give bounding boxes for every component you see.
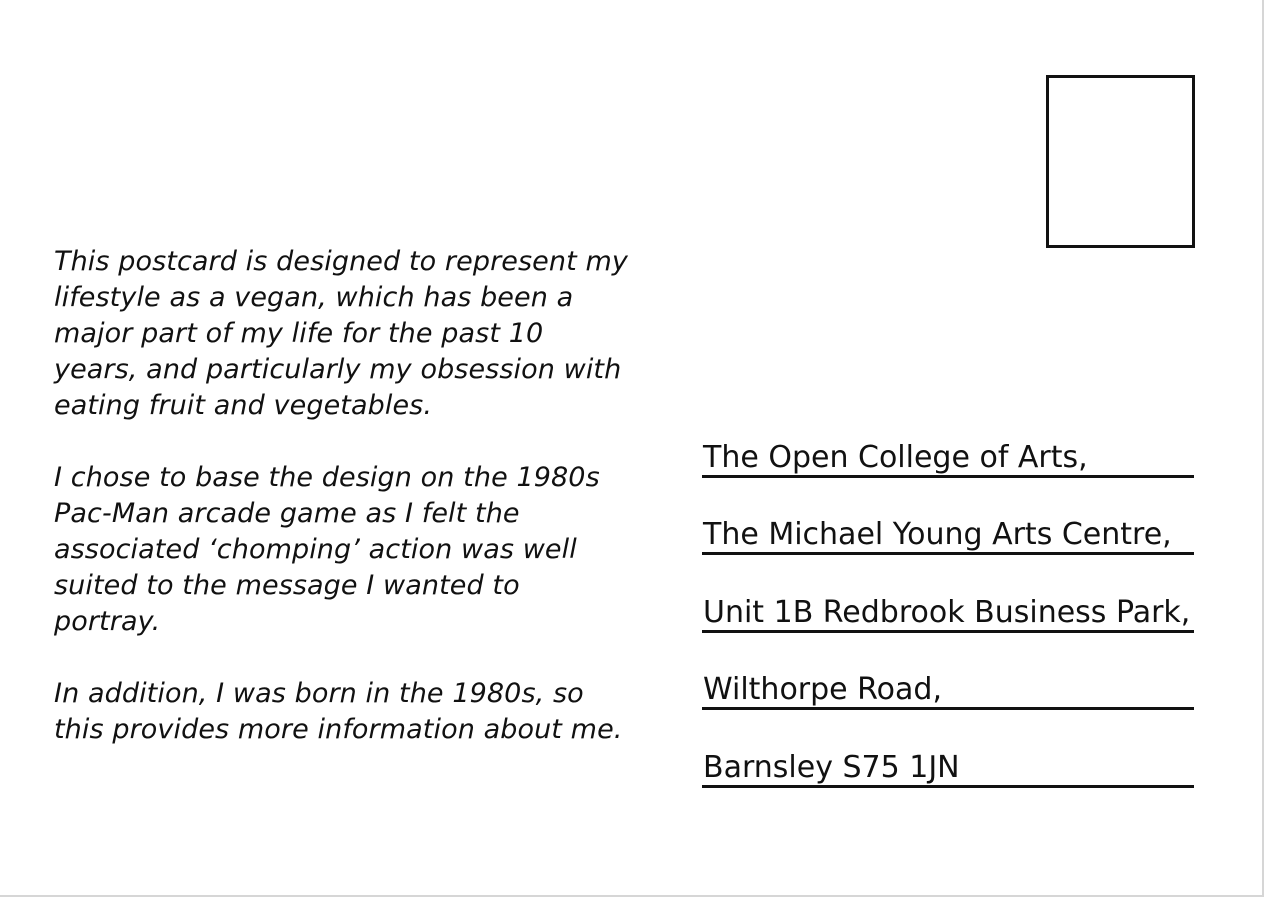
address-line [702,478,1194,556]
address-line [702,710,1194,788]
stamp-box [1046,75,1195,248]
address-line-1: The Open College of Arts, [703,439,1088,475]
address-line-3: Unit 1B Redbrook Business Park, [703,594,1191,630]
message-paragraph-2: I chose to base the design on the 1980s Pac-Man arcade game as I felt the associated ‘chomping’ action was well suited to the message I wanted to portray. [54,462,600,637]
address-block [702,400,1194,788]
address-line-4: Wilthorpe Road, [703,672,942,707]
address-line [702,555,1194,633]
message-paragraph-3: In addition, I was born in the 1980s, so this provides more information about me. [54,678,623,745]
address-line [702,633,1194,711]
message-paragraph-1: This postcard is designed to represent my lifestyle as a vegan, which has been a major part of my life for the past 10 years, and particularly my obsession with eating fruit and vegetables. [54,246,628,421]
address-line [702,400,1194,478]
address-line-2: The Michael Young Arts Centre, [703,517,1172,552]
address-line-5: Barnsley S75 1JN [703,749,960,785]
message-text [54,244,654,784]
address-rule [702,785,1194,788]
